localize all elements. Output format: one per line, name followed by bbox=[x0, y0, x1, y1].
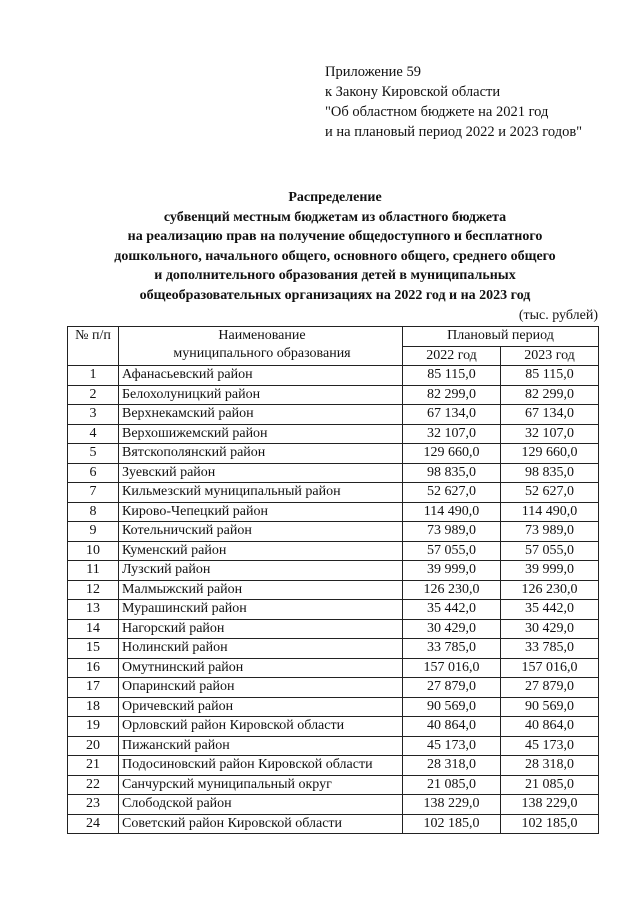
row-num: 19 bbox=[68, 717, 119, 737]
row-value-2023: 126 230,0 bbox=[501, 580, 599, 600]
appendix-line: к Закону Кировской области bbox=[325, 84, 501, 100]
row-name: Лузский район bbox=[119, 561, 403, 581]
row-value-2023: 35 442,0 bbox=[501, 600, 599, 620]
row-value-2023: 30 429,0 bbox=[501, 619, 599, 639]
row-value-2022: 21 085,0 bbox=[403, 775, 501, 795]
row-num: 22 bbox=[68, 775, 119, 795]
row-value-2023: 57 055,0 bbox=[501, 541, 599, 561]
table-row bbox=[68, 658, 599, 678]
row-name: Кильмезский муниципальный район bbox=[119, 483, 403, 503]
row-value-2022: 39 999,0 bbox=[403, 561, 501, 581]
row-value-2023: 21 085,0 bbox=[501, 775, 599, 795]
table-row bbox=[68, 756, 599, 776]
row-value-2023: 102 185,0 bbox=[501, 814, 599, 834]
table-body bbox=[68, 366, 599, 834]
row-num: 7 bbox=[68, 483, 119, 503]
row-value-2022: 126 230,0 bbox=[403, 580, 501, 600]
row-num: 21 bbox=[68, 756, 119, 776]
row-name: Нолинский район bbox=[119, 639, 403, 659]
row-value-2022: 40 864,0 bbox=[403, 717, 501, 737]
row-name: Вятскополянский район bbox=[119, 444, 403, 464]
row-value-2022: 129 660,0 bbox=[403, 444, 501, 464]
row-value-2023: 85 115,0 bbox=[501, 366, 599, 386]
row-value-2022: 32 107,0 bbox=[403, 424, 501, 444]
row-value-2022: 45 173,0 bbox=[403, 736, 501, 756]
row-num: 23 bbox=[68, 795, 119, 815]
header-2022: 2022 год bbox=[403, 346, 501, 366]
appendix-line: и на плановый период 2022 и 2023 годов" bbox=[325, 124, 583, 140]
row-name: Белохолуницкий район bbox=[119, 385, 403, 405]
row-name: Афанасьевский район bbox=[119, 366, 403, 386]
title-line: субвенций местным бюджетам из областного бюджета bbox=[163, 209, 507, 225]
row-value-2023: 39 999,0 bbox=[501, 561, 599, 581]
header-name-line: Наименование bbox=[218, 328, 306, 343]
row-num: 14 bbox=[68, 619, 119, 639]
row-value-2022: 35 442,0 bbox=[403, 600, 501, 620]
row-name: Кирово-Чепецкий район bbox=[119, 502, 403, 522]
row-num: 20 bbox=[68, 736, 119, 756]
row-value-2023: 138 229,0 bbox=[501, 795, 599, 815]
row-name: Пижанский район bbox=[119, 736, 403, 756]
table-row bbox=[68, 697, 599, 717]
table-header-row bbox=[68, 327, 599, 347]
table-row bbox=[68, 385, 599, 405]
table-row bbox=[68, 366, 599, 386]
row-num: 5 bbox=[68, 444, 119, 464]
row-num: 9 bbox=[68, 522, 119, 542]
table-row bbox=[68, 795, 599, 815]
row-num: 8 bbox=[68, 502, 119, 522]
row-value-2023: 129 660,0 bbox=[501, 444, 599, 464]
row-name: Слободской район bbox=[119, 795, 403, 815]
row-name: Советский район Кировской области bbox=[119, 814, 403, 834]
row-num: 17 bbox=[68, 678, 119, 698]
appendix-line: "Об областном бюджете на 2021 год bbox=[325, 104, 549, 120]
table-row bbox=[68, 775, 599, 795]
row-num: 2 bbox=[68, 385, 119, 405]
row-num: 3 bbox=[68, 405, 119, 425]
row-value-2023: 33 785,0 bbox=[501, 639, 599, 659]
table-row bbox=[68, 561, 599, 581]
row-num: 16 bbox=[68, 658, 119, 678]
row-value-2022: 67 134,0 bbox=[403, 405, 501, 425]
row-num: 4 bbox=[68, 424, 119, 444]
row-name: Омутнинский район bbox=[119, 658, 403, 678]
row-value-2023: 90 569,0 bbox=[501, 697, 599, 717]
units-label: (тыс. рублей) bbox=[518, 308, 598, 323]
row-name: Верхнекамский район bbox=[119, 405, 403, 425]
row-value-2022: 52 627,0 bbox=[403, 483, 501, 503]
row-value-2022: 30 429,0 bbox=[403, 619, 501, 639]
appendix-line: Приложение 59 bbox=[325, 64, 421, 80]
row-name: Орловский район Кировской области bbox=[119, 717, 403, 737]
row-value-2023: 67 134,0 bbox=[501, 405, 599, 425]
row-value-2022: 114 490,0 bbox=[403, 502, 501, 522]
row-value-2022: 157 016,0 bbox=[403, 658, 501, 678]
row-value-2023: 45 173,0 bbox=[501, 736, 599, 756]
row-value-2023: 52 627,0 bbox=[501, 483, 599, 503]
row-num: 15 bbox=[68, 639, 119, 659]
table-row bbox=[68, 814, 599, 834]
title-line: дошкольного, начального общего, основного общего, среднего общего bbox=[114, 248, 556, 264]
appendix-note bbox=[325, 62, 625, 142]
row-num: 24 bbox=[68, 814, 119, 834]
row-num: 1 bbox=[68, 366, 119, 386]
header-name bbox=[119, 327, 403, 366]
table-row bbox=[68, 600, 599, 620]
row-value-2023: 114 490,0 bbox=[501, 502, 599, 522]
header-name-line: муниципального образования bbox=[173, 346, 351, 361]
table-row bbox=[68, 483, 599, 503]
row-num: 6 bbox=[68, 463, 119, 483]
row-name: Зуевский район bbox=[119, 463, 403, 483]
distribution-table bbox=[67, 326, 599, 834]
row-value-2022: 82 299,0 bbox=[403, 385, 501, 405]
row-name: Опаринский район bbox=[119, 678, 403, 698]
row-value-2022: 138 229,0 bbox=[403, 795, 501, 815]
title-line: и дополнительного образования детей в муниципальных bbox=[154, 268, 516, 283]
row-name: Мурашинский район bbox=[119, 600, 403, 620]
row-name: Оричевский район bbox=[119, 697, 403, 717]
row-value-2023: 73 989,0 bbox=[501, 522, 599, 542]
row-value-2022: 90 569,0 bbox=[403, 697, 501, 717]
row-name: Котельничский район bbox=[119, 522, 403, 542]
row-value-2023: 157 016,0 bbox=[501, 658, 599, 678]
table-row bbox=[68, 424, 599, 444]
row-name: Верхошижемский район bbox=[119, 424, 403, 444]
row-num: 18 bbox=[68, 697, 119, 717]
row-value-2022: 85 115,0 bbox=[403, 366, 501, 386]
table-row bbox=[68, 639, 599, 659]
row-value-2022: 98 835,0 bbox=[403, 463, 501, 483]
row-name: Подосиновский район Кировской области bbox=[119, 756, 403, 776]
table-row bbox=[68, 522, 599, 542]
table-row bbox=[68, 580, 599, 600]
row-num: 10 bbox=[68, 541, 119, 561]
table-row bbox=[68, 736, 599, 756]
row-num: 12 bbox=[68, 580, 119, 600]
header-num: № п/п bbox=[68, 327, 119, 366]
row-value-2022: 33 785,0 bbox=[403, 639, 501, 659]
title-line: Распределение bbox=[288, 190, 382, 205]
table-row bbox=[68, 444, 599, 464]
row-value-2022: 73 989,0 bbox=[403, 522, 501, 542]
row-value-2022: 102 185,0 bbox=[403, 814, 501, 834]
row-num: 11 bbox=[68, 561, 119, 581]
row-name: Санчурский муниципальный округ bbox=[119, 775, 403, 795]
row-num: 13 bbox=[68, 600, 119, 620]
row-value-2023: 28 318,0 bbox=[501, 756, 599, 776]
row-name: Малмыжский район bbox=[119, 580, 403, 600]
row-name: Куменский район bbox=[119, 541, 403, 561]
row-value-2023: 32 107,0 bbox=[501, 424, 599, 444]
row-value-2022: 27 879,0 bbox=[403, 678, 501, 698]
row-value-2022: 28 318,0 bbox=[403, 756, 501, 776]
row-value-2023: 27 879,0 bbox=[501, 678, 599, 698]
title-line: на реализацию прав на получение общедоступного и бесплатного bbox=[127, 229, 543, 244]
table-row bbox=[68, 502, 599, 522]
row-name: Нагорский район bbox=[119, 619, 403, 639]
header-2023: 2023 год bbox=[501, 346, 599, 366]
title-line: общеобразовательных организациях на 2022 год и на 2023 год bbox=[139, 287, 531, 303]
document-title bbox=[70, 188, 600, 305]
table-row bbox=[68, 619, 599, 639]
table-row bbox=[68, 541, 599, 561]
table-row bbox=[68, 678, 599, 698]
table-row bbox=[68, 717, 599, 737]
row-value-2023: 40 864,0 bbox=[501, 717, 599, 737]
table-row bbox=[68, 405, 599, 425]
table-row bbox=[68, 463, 599, 483]
row-value-2023: 82 299,0 bbox=[501, 385, 599, 405]
row-value-2022: 57 055,0 bbox=[403, 541, 501, 561]
header-plan-period: Плановый период bbox=[403, 327, 599, 347]
row-value-2023: 98 835,0 bbox=[501, 463, 599, 483]
